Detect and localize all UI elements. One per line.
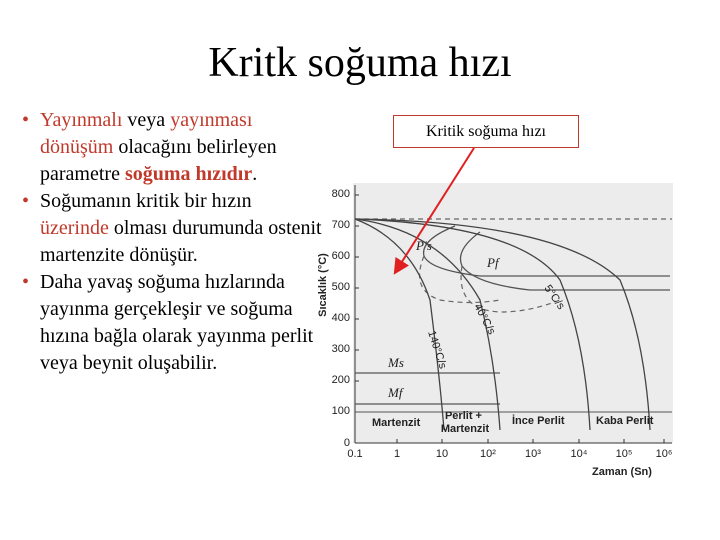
y-tick-label: 700 — [331, 219, 350, 231]
ms-label: Ms — [388, 355, 404, 370]
y-tick-label: 600 — [331, 250, 350, 262]
ps-label: P's — [416, 238, 432, 253]
bullet-text: Daha yavaş soğuma hızlarında yayınma gerçekleşir ve soğuma hızına bağla olarak yayınma perlit veya beynit oluşabilir. — [40, 271, 314, 374]
x-tick-label: 10⁵ — [615, 448, 633, 460]
rate-label: 5°C/s — [541, 282, 567, 312]
rate-label: 140°C/s — [425, 329, 449, 371]
bullet-text: yayınması dönüşüm — [40, 109, 253, 158]
y-tick-label: 500 — [331, 281, 350, 293]
bullet-text: olması durumunda ostenit martenzite dönüşür. — [40, 217, 322, 266]
region-label-martensite: Martenzit — [372, 417, 421, 429]
y-tick-label: 100 — [331, 405, 350, 417]
x-tick-label: 10⁴ — [570, 448, 588, 460]
region-label-line: Martenzit — [440, 423, 490, 435]
region-label-line: Perlit + — [444, 410, 482, 422]
y-tick-label: 200 — [331, 374, 350, 386]
bullet-text: Yayınmalı — [40, 109, 123, 131]
x-tick-label: 0.1 — [347, 448, 363, 460]
y-axis-label: Sıcaklık (°C) — [317, 253, 329, 317]
y-tick-label: 0 — [343, 437, 350, 449]
y-tick-label: 800 — [331, 188, 350, 200]
pf-label: Pf — [487, 255, 499, 270]
x-tick-labels — [347, 448, 672, 460]
rate-label: 40°C/s — [471, 301, 498, 337]
x-tick-label: 10³ — [525, 448, 541, 460]
x-axis-label: Zaman (Sn) — [592, 466, 652, 478]
bullet-text: olacağını belirleyen parametre — [40, 136, 277, 185]
x-tick-label: 10² — [480, 448, 496, 460]
bullet-text: veya — [122, 109, 171, 131]
x-tick-label: 1 — [393, 448, 401, 460]
bullet-text: . — [252, 163, 258, 185]
y-tick-label: 400 — [331, 312, 350, 324]
bullet-text: soğuma hızıdır — [124, 163, 253, 185]
slide-title: Kritk soğuma hızı — [208, 40, 512, 86]
bullet-text: üzerinde — [40, 217, 109, 239]
x-tick-label: 10 — [435, 448, 449, 460]
region-label-fine-pearlite: İnce Perlit — [512, 415, 565, 427]
bullet-text: Soğumanın kritik bir hızın — [40, 190, 252, 212]
region-label-coarse-pearlite: Kaba Perlit — [596, 415, 654, 427]
y-tick-label: 300 — [331, 343, 350, 355]
mf-label: Mf — [388, 385, 403, 400]
y-tick-labels — [332, 188, 350, 449]
critical-rate-callout: Kritik soğuma hızı — [393, 115, 579, 148]
x-tick-label: 10⁶ — [655, 448, 673, 460]
region-label-pearlite-martensite — [441, 410, 490, 435]
